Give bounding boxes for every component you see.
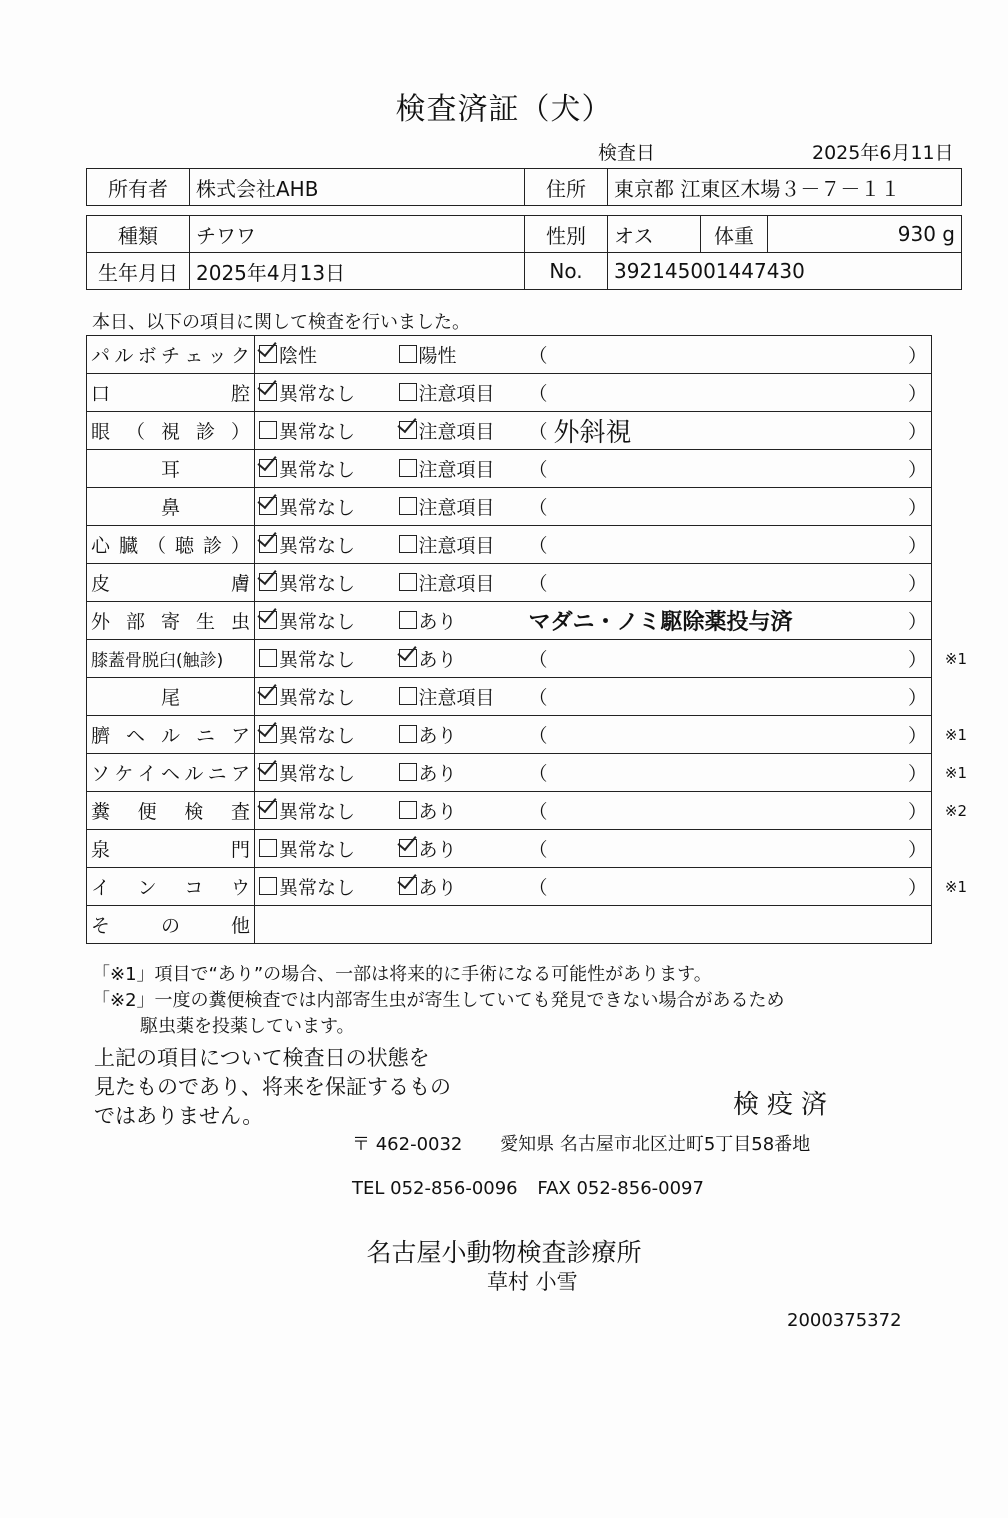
- option-cell: [395, 602, 525, 640]
- note-cell: [525, 374, 932, 412]
- table-row: [87, 336, 932, 374]
- item-name-char: 虫: [230, 611, 250, 633]
- option-cell: [395, 336, 525, 374]
- item-name-char: 眼: [91, 421, 111, 443]
- table-row: [87, 374, 932, 412]
- item-name-char: ニ: [207, 763, 227, 785]
- clinic-contact: [352, 1178, 704, 1199]
- item-name-char: （: [146, 535, 166, 557]
- paren-open: （: [528, 649, 548, 671]
- paren-close: ）: [907, 877, 927, 899]
- option-cell: [255, 868, 395, 906]
- item-name-char: 便: [137, 801, 157, 823]
- table-row: [87, 868, 932, 906]
- type-label: 種類: [87, 216, 190, 253]
- item-name: [87, 716, 255, 754]
- paren-close: ）: [907, 801, 927, 823]
- address-text: 愛知県 名古屋市北区辻町5丁目58番地: [500, 1134, 811, 1155]
- table-row: [87, 754, 932, 792]
- item-name-char: ）: [230, 421, 250, 443]
- checkbox[interactable]: [399, 801, 417, 819]
- fax: FAX 052-856-0097: [537, 1178, 704, 1199]
- item-name: [87, 868, 255, 906]
- note-text: 外斜視: [553, 418, 632, 448]
- checkbox-label: 異常なし: [279, 611, 356, 633]
- paren-open: （: [528, 801, 548, 823]
- note-cell: [525, 450, 932, 488]
- checkbox[interactable]: [259, 573, 277, 591]
- paren-open: （: [528, 459, 548, 481]
- item-name: [87, 906, 255, 944]
- paren-close: ）: [907, 421, 927, 443]
- item-name: [87, 602, 255, 640]
- item-name-char: 部: [125, 611, 145, 633]
- item-name-char: 検: [184, 801, 204, 823]
- table-row: [87, 564, 932, 602]
- table-row: [87, 830, 932, 868]
- footnote-2: 「※2」一度の糞便検査では内部寄生虫が寄生していても発見できない場合があるため: [92, 990, 785, 1011]
- checkbox-label: 異常なし: [279, 649, 356, 671]
- paren-close: ）: [907, 649, 927, 671]
- option-cell: [255, 716, 395, 754]
- option-cell: [255, 640, 395, 678]
- checkbox-label: 異常なし: [279, 839, 356, 861]
- address-label: 住所: [525, 169, 608, 206]
- checkbox[interactable]: [259, 459, 277, 477]
- checkbox-label: 注意項目: [418, 535, 495, 557]
- footnote-mark: ※1: [944, 650, 967, 668]
- checkbox-label: 異常なし: [279, 421, 356, 443]
- paren-close: ）: [907, 763, 927, 785]
- item-name-char: ク: [230, 345, 250, 367]
- table-row-other: [87, 906, 932, 944]
- option-cell: [255, 526, 395, 564]
- note-cell: [525, 716, 967, 754]
- item-name-char: コ: [184, 877, 204, 899]
- checkbox[interactable]: [399, 611, 417, 629]
- note-cell: [525, 830, 932, 868]
- item-name-char: の: [160, 915, 180, 937]
- checkbox[interactable]: [399, 459, 417, 477]
- item-name-char: 聴: [174, 535, 194, 557]
- note-cell: [525, 792, 967, 830]
- item-name-char: チ: [160, 345, 180, 367]
- table-row: [87, 602, 932, 640]
- item-name-char: ヘ: [160, 763, 180, 785]
- item-name-char: ェ: [184, 345, 204, 367]
- checkbox-label: 異常なし: [279, 687, 356, 709]
- item-name-char: （: [125, 421, 145, 443]
- weight-value: 930 g: [768, 216, 962, 253]
- checkbox[interactable]: [259, 383, 277, 401]
- option-cell: [255, 564, 395, 602]
- checkbox-label: 異常なし: [279, 383, 356, 405]
- option-cell: [395, 374, 525, 412]
- paren-open: （: [528, 725, 548, 747]
- item-name-char: 心: [91, 535, 111, 557]
- checkbox[interactable]: [259, 649, 277, 667]
- checkbox-label: あり: [418, 725, 457, 747]
- paren-close: ）: [907, 383, 927, 405]
- option-cell: [395, 830, 525, 868]
- checkbox[interactable]: [399, 877, 417, 895]
- checkbox[interactable]: [399, 573, 417, 591]
- option-cell: [255, 830, 395, 868]
- option-cell: [255, 412, 395, 450]
- item-name-char: ケ: [114, 763, 134, 785]
- item-name-char: 診: [202, 535, 222, 557]
- option-cell: [255, 792, 395, 830]
- checkbox-label: 注意項目: [418, 573, 495, 595]
- item-name-char: ッ: [207, 345, 227, 367]
- option-cell: [395, 716, 525, 754]
- footnote-mark: ※1: [944, 726, 967, 744]
- checkbox-label: 異常なし: [279, 459, 356, 481]
- checkbox-label: 注意項目: [418, 459, 495, 481]
- checkbox-label: あり: [418, 649, 457, 671]
- item-name: [87, 792, 255, 830]
- item-name: [87, 754, 255, 792]
- paren-open: （: [528, 535, 548, 557]
- item-name-char: 視: [160, 421, 180, 443]
- checkbox-label: 異常なし: [279, 763, 356, 785]
- item-name-char: そ: [91, 915, 111, 937]
- option-cell: [395, 564, 525, 602]
- note-cell: [525, 602, 932, 640]
- item-name-char: ニ: [195, 725, 215, 747]
- item-name-char: 鼻: [160, 497, 180, 519]
- table-row: [87, 792, 932, 830]
- checkbox-label: 注意項目: [418, 383, 495, 405]
- item-name: [87, 412, 255, 450]
- checkbox[interactable]: [399, 497, 417, 515]
- quarantine-stamp: 検疫済: [733, 1090, 836, 1120]
- exam-date-label: 検査日: [598, 142, 656, 164]
- no-value: 392145001447430: [608, 253, 962, 290]
- item-name-char: ボ: [137, 345, 157, 367]
- owner-label: 所有者: [87, 169, 190, 206]
- footnote-mark: ※1: [944, 878, 967, 896]
- item-name-char: 膚: [230, 573, 250, 595]
- clinic-address: [352, 1130, 810, 1156]
- exam-items-table: [86, 335, 967, 944]
- footnote-2-cont: 駆虫薬を投薬しています。: [140, 1016, 355, 1037]
- paren-close: ）: [907, 839, 927, 861]
- item-name-char: 耳: [160, 459, 180, 481]
- weight-label: 体重: [701, 216, 768, 253]
- item-name-char: ル: [114, 345, 134, 367]
- doctor-name: 草村 小雪: [487, 1270, 578, 1294]
- checkbox-label: 陽性: [418, 345, 457, 367]
- paren-open: （: [528, 345, 548, 367]
- option-cell: [255, 754, 395, 792]
- paren-close: ）: [907, 573, 927, 595]
- item-name: [87, 640, 255, 678]
- checkbox[interactable]: [399, 345, 417, 363]
- checkbox-label: 異常なし: [279, 535, 356, 557]
- note-cell: [525, 412, 932, 450]
- checkbox[interactable]: [399, 839, 417, 857]
- checkbox-label: 異常なし: [279, 801, 356, 823]
- item-name-char: 口: [91, 383, 111, 405]
- item-name: [87, 336, 255, 374]
- option-cell: [395, 526, 525, 564]
- paren-open: （: [528, 383, 548, 405]
- item-name-char: ア: [230, 725, 250, 747]
- item-name-char: 尾: [160, 687, 180, 709]
- checkbox[interactable]: [399, 687, 417, 705]
- option-cell: [395, 640, 525, 678]
- checkbox[interactable]: [399, 383, 417, 401]
- option-cell: [255, 336, 395, 374]
- checkbox-label: 陰性: [279, 345, 318, 367]
- item-name-char: 査: [230, 801, 250, 823]
- checkbox[interactable]: [259, 421, 277, 439]
- address-value: 東京都 江東区木場３－７－１１: [608, 169, 962, 206]
- note-cell: [525, 640, 967, 678]
- other-notes[interactable]: [255, 906, 932, 944]
- checkbox[interactable]: [259, 497, 277, 515]
- checkbox[interactable]: [259, 611, 277, 629]
- checkbox-label: 異常なし: [279, 497, 356, 519]
- sex-value: オス: [608, 216, 701, 253]
- note-cell: [525, 488, 932, 526]
- sex-label: 性別: [525, 216, 608, 253]
- paren-open: （: [528, 497, 548, 519]
- paren-open: （: [528, 573, 548, 595]
- checkbox[interactable]: [259, 725, 277, 743]
- item-name-char: ）: [230, 535, 250, 557]
- item-name-char: 寄: [160, 611, 180, 633]
- paren-close: ）: [907, 345, 927, 367]
- option-cell: [395, 450, 525, 488]
- option-cell: [395, 792, 525, 830]
- item-name: [87, 488, 255, 526]
- option-cell: [395, 678, 525, 716]
- checkbox-label: 注意項目: [418, 421, 495, 443]
- disclaimer-line: 見たものであり、将来を保証するもの: [94, 1075, 451, 1099]
- item-name-char: 他: [230, 915, 250, 937]
- checkbox-label: 異常なし: [279, 573, 356, 595]
- disclaimer-line: 上記の項目について検査日の状態を: [94, 1046, 430, 1070]
- item-name-char: 臓: [118, 535, 138, 557]
- serial-number: 2000375372: [787, 1310, 902, 1331]
- note-cell: [525, 868, 967, 906]
- item-name-char: 腔: [230, 383, 250, 405]
- checkbox-label: 異常なし: [279, 877, 356, 899]
- item-name-char: ル: [160, 725, 180, 747]
- checkbox[interactable]: [399, 763, 417, 781]
- note-cell: [525, 564, 932, 602]
- checkbox[interactable]: [259, 801, 277, 819]
- option-cell: [255, 374, 395, 412]
- checkbox[interactable]: [399, 535, 417, 553]
- table-row: [87, 678, 932, 716]
- checkbox[interactable]: [259, 535, 277, 553]
- item-name-char: 皮: [91, 573, 111, 595]
- disclaimer: [94, 1044, 451, 1131]
- checkbox-label: 注意項目: [418, 497, 495, 519]
- table-row: [87, 640, 932, 678]
- no-label: No.: [525, 253, 608, 290]
- checkbox-label: 注意項目: [418, 687, 495, 709]
- checkbox[interactable]: [259, 687, 277, 705]
- option-cell: [395, 412, 525, 450]
- item-name: [87, 678, 255, 716]
- type-value: チワワ: [190, 216, 525, 253]
- checkbox[interactable]: [399, 421, 417, 439]
- paren-open: （: [528, 763, 548, 785]
- paren-close: ）: [907, 725, 927, 747]
- paren-close: ）: [907, 687, 927, 709]
- checkbox[interactable]: [259, 763, 277, 781]
- item-name-char: イ: [91, 877, 111, 899]
- item-name: [87, 450, 255, 488]
- checkbox[interactable]: [259, 877, 277, 895]
- paren-open: （: [528, 687, 548, 709]
- item-name-char: 膝蓋骨脱臼(触診): [91, 651, 224, 671]
- note-cell: [525, 336, 932, 374]
- item-name-char: 臍: [91, 725, 111, 747]
- option-cell: [255, 450, 395, 488]
- postal-code: 〒 462-0032: [352, 1134, 463, 1155]
- note-cell: [525, 678, 932, 716]
- option-cell: [255, 488, 395, 526]
- paren-close: ）: [907, 535, 927, 557]
- item-name-char: 門: [230, 839, 250, 861]
- item-name-char: ウ: [230, 877, 250, 899]
- item-name: [87, 374, 255, 412]
- item-name-char: ア: [230, 763, 250, 785]
- checkbox-label: あり: [418, 611, 457, 633]
- item-name-char: 糞: [91, 801, 111, 823]
- item-name-char: 泉: [91, 839, 111, 861]
- option-cell: [395, 868, 525, 906]
- option-cell: [395, 488, 525, 526]
- pet-table: [86, 215, 962, 290]
- checkbox[interactable]: [399, 649, 417, 667]
- paren-close: ）: [907, 459, 927, 481]
- checkbox[interactable]: [259, 345, 277, 363]
- footnote-mark: ※2: [944, 802, 967, 820]
- paren-open: （: [528, 839, 548, 861]
- note-cell: [525, 754, 967, 792]
- item-name-char: イ: [137, 763, 157, 785]
- checkbox-label: あり: [418, 839, 457, 861]
- table-row: [87, 526, 932, 564]
- paren-close: ）: [907, 497, 927, 519]
- note-cell: [525, 526, 932, 564]
- table-row: [87, 488, 932, 526]
- tel: TEL 052-856-0096: [352, 1178, 518, 1199]
- option-cell: [255, 678, 395, 716]
- checkbox[interactable]: [259, 839, 277, 857]
- table-row: [87, 412, 932, 450]
- checkbox-label: あり: [418, 763, 457, 785]
- option-cell: [395, 754, 525, 792]
- item-name-char: 生: [195, 611, 215, 633]
- item-name-char: 診: [195, 421, 215, 443]
- checkbox[interactable]: [399, 725, 417, 743]
- option-cell: [255, 602, 395, 640]
- item-name-char: ン: [137, 877, 157, 899]
- intro-text: 本日、以下の項目に関して検査を行いました。: [92, 312, 470, 333]
- disclaimer-line: ではありません。: [94, 1104, 264, 1128]
- birth-label: 生年月日: [87, 253, 190, 290]
- item-name-char: 外: [91, 611, 111, 633]
- table-row: [87, 450, 932, 488]
- table-row: [87, 716, 932, 754]
- footnote-1: 「※1」項目で“あり”の場合、一部は将来的に手術になる可能性があります。: [92, 964, 712, 985]
- owner-value: 株式会社AHB: [190, 169, 525, 206]
- exam-date: 2025年6月11日: [812, 142, 954, 164]
- clinic-name: 名古屋小動物検査診療所: [366, 1238, 642, 1267]
- item-name: [87, 830, 255, 868]
- item-name-char: ル: [184, 763, 204, 785]
- checkbox-label: あり: [418, 877, 457, 899]
- note-text: マダニ・ノミ駆除薬投与済: [528, 610, 793, 635]
- document-title: 検査済証（犬）: [395, 92, 613, 127]
- item-name-char: ソ: [91, 763, 111, 785]
- owner-table: [86, 168, 962, 206]
- item-name-char: パ: [91, 345, 111, 367]
- birth-value: 2025年4月13日: [190, 253, 525, 290]
- footnote-mark: ※1: [944, 764, 967, 782]
- item-name: [87, 526, 255, 564]
- item-name: [87, 564, 255, 602]
- checkbox-label: 異常なし: [279, 725, 356, 747]
- paren-open: （: [528, 877, 548, 899]
- item-name-char: ヘ: [125, 725, 145, 747]
- paren-open: （: [528, 421, 548, 443]
- checkbox-label: あり: [418, 801, 457, 823]
- paren-close: ）: [907, 611, 927, 633]
- footnotes: [92, 962, 785, 1040]
